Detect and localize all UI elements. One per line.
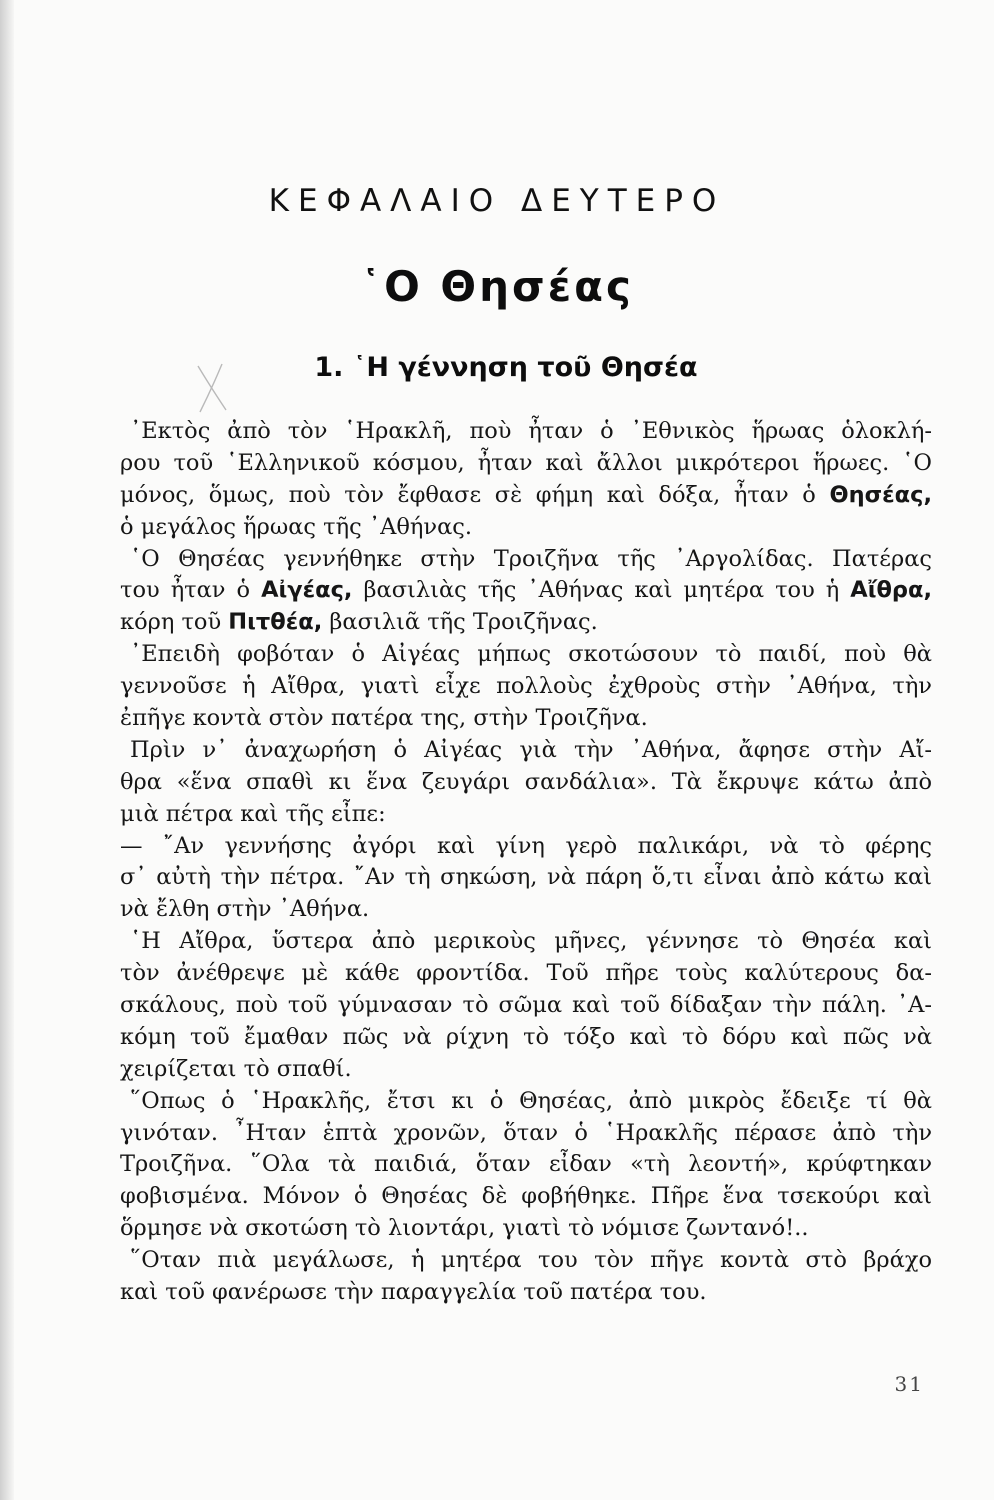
text-line: γεννοῦσε ἡ Αἴθρα, γιατὶ εἶχε πολλοὺς ἐχθροὺς στὴν ᾿Αθήνα, τὴν: [120, 673, 932, 700]
text-line: γινόταν. ῏Ηταν ἑπτὰ χρονῶν, ὅταν ὁ ῾Ηρακλῆς πέρασε ἀπὸ τὴν: [120, 1119, 932, 1146]
text-line: καὶ τοῦ φανέρωσε τὴν παραγγελία τοῦ πατέρα του.: [120, 1279, 707, 1306]
body-text: [120, 416, 932, 1309]
text-line: ᾿Επειδὴ φοβόταν ὁ Αἰγέας μήπως σκοτώσουν τὸ παιδί, ποὺ θὰ: [130, 641, 932, 668]
text-line: [120, 575, 932, 607]
chapter-title: ῾Ο Θησέας: [360, 262, 634, 311]
text-line: ῞Οταν πιὰ μεγάλωσε, ἡ μητέρα του τὸν πῆγε κοντὰ στὸ βράχο: [130, 1247, 932, 1274]
text-line: — ῎Αν γεννήσης ἀγόρι καὶ γίνη γερὸ παλικάρι, νὰ τὸ φέρης: [120, 832, 932, 859]
text-run: κόρη τοῦ: [120, 609, 222, 636]
chapter-heading: ΚΕΦΑΛΑΙΟ ΔΕΥΤΕΡΟ: [268, 183, 726, 219]
bold-name: Θησέας,: [829, 481, 933, 508]
page-number: 31: [894, 1372, 924, 1396]
text-run: μόνος, ὅμως, ποὺ τὸν ἔφθασε σὲ φήμη καὶ δόξα, ἦταν ὁ: [120, 481, 816, 508]
text-run: του ἦταν ὁ: [120, 577, 251, 604]
text-line: [120, 607, 932, 639]
text-line: νὰ ἔλθη στὴν ᾿Αθήνα.: [120, 896, 370, 923]
text-run: βασιλιὰς τῆς ᾿Αθήνας καὶ μητέρα του ἡ: [363, 577, 840, 604]
text-line: Τροιζῆνα. ῞Ολα τὰ παιδιά, ὅταν εἶδαν «τὴ λεοντή», κρύφτηκαν: [120, 1151, 932, 1178]
text-line: ῾Ο Θησέας γεννήθηκε στὴν Τροιζῆνα τῆς ᾿Αργολίδας. Πατέρας: [130, 545, 932, 572]
text-line: σκάλους, ποὺ τοῦ γύμνασαν τὸ σῶμα καὶ τοῦ δίδαξαν τὴν πάλη. ᾿Α-: [120, 992, 932, 1019]
text-line: ὁ μεγάλος ἥρωας τῆς ᾿Αθήνας.: [120, 513, 473, 540]
text-line: [120, 480, 932, 512]
text-run: βασιλιᾶ τῆς Τροιζῆνας.: [329, 609, 598, 636]
text-line: φοβισμένα. Μόνον ὁ Θησέας δὲ φοβήθηκε. Πῆρε ἕνα τσεκούρι καὶ: [120, 1183, 932, 1210]
bold-name: Αἰγέας,: [261, 577, 353, 604]
text-line: ᾿Εκτὸς ἀπὸ τὸν ῾Ηρακλῆ, ποὺ ἦταν ὁ ᾿Εθνικὸς ἥρωας ὁλοκλή-: [130, 418, 932, 444]
text-line: Πρὶν ν᾿ ἀναχωρήση ὁ Αἰγέας γιὰ τὴν ᾿Αθήνα, ἄφησε στὴν Αἴ-: [130, 736, 932, 763]
text-line: σ᾿ αὐτὴ τὴν πέτρα. ῎Αν τὴ σηκώση, νὰ πάρη ὅ,τι εἶναι ἀπὸ κάτω καὶ: [120, 864, 932, 891]
pencil-annotation-mark: [192, 360, 232, 416]
text-line: κόμη τοῦ ἔμαθαν πῶς νὰ ρίχνη τὸ τόξο καὶ τὸ δόρυ καὶ πῶς νὰ: [120, 1023, 932, 1050]
text-line: χειρίζεται τὸ σπαθί.: [120, 1055, 352, 1082]
text-line: θρα «ἕνα σπαθὶ κι ἕνα ζευγάρι σανδάλια». Τὰ ἔκρυψε κάτω ἀπὸ: [120, 768, 932, 795]
text-line: ῞Οπως ὁ ῾Ηρακλῆς, ἔτσι κι ὁ Θησέας, ἀπὸ μικρὸς ἔδειξε τί θὰ: [130, 1087, 932, 1114]
bold-name: Πιτθέα,: [228, 609, 323, 636]
section-heading: 1. ῾Η γέννηση τοῦ Θησέα: [314, 352, 698, 383]
text-line: ρου τοῦ ῾Ελληνικοῦ κόσμου, ἦταν καὶ ἄλλοι μικρότεροι ἥρωες. ῾Ο: [120, 449, 932, 476]
page-gutter-shadow: [0, 0, 14, 1500]
bold-name: Αἴθρα,: [850, 577, 933, 604]
text-line: μιὰ πέτρα καὶ τῆς εἶπε:: [120, 800, 386, 827]
text-line: ῾Η Αἴθρα, ὕστερα ἀπὸ μερικοὺς μῆνες, γέννησε τὸ Θησέα καὶ: [130, 928, 932, 955]
text-line: ἐπῆγε κοντὰ στὸν πατέρα της, στὴν Τροιζῆνα.: [120, 705, 648, 732]
text-line: τὸν ἀνέθρεψε μὲ κάθε φροντίδα. Τοῦ πῆρε τοὺς καλύτερους δα-: [120, 960, 932, 987]
text-line: ὅρμησε νὰ σκοτώση τὸ λιοντάρι, γιατὶ τὸ νόμισε ζωντανό!..: [120, 1215, 809, 1242]
